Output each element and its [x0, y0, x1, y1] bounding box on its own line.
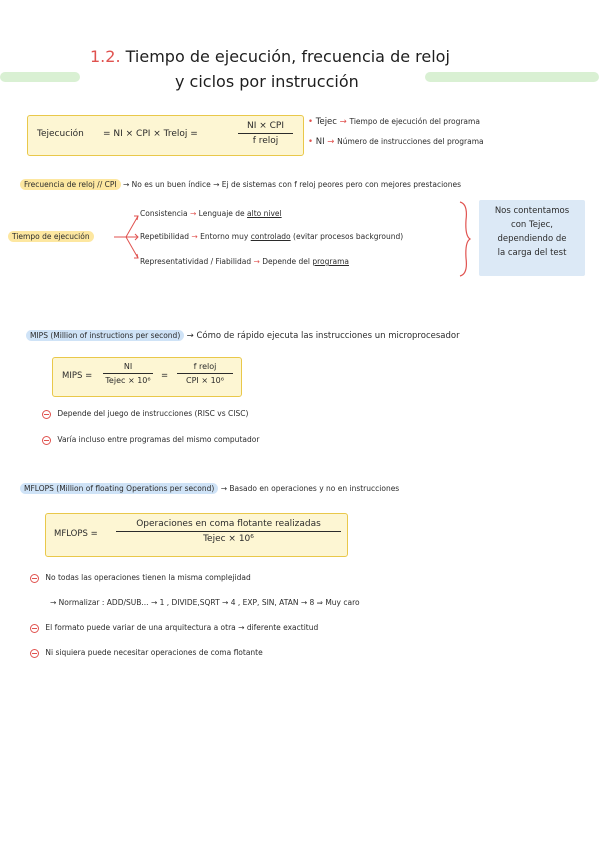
tiempo-label — [8, 232, 94, 241]
item-desc: Entorno muy — [200, 232, 249, 241]
fraction-bar — [177, 373, 233, 374]
mips-f2-denominator: CPI × 10⁶ — [186, 376, 224, 385]
mips-line — [26, 331, 460, 341]
formula-tejec-numerator: NI × CPI — [246, 121, 284, 131]
formula-tejec-fraction — [238, 121, 293, 146]
definition-term: Tejec — [315, 117, 337, 127]
item-desc: Depende del — [262, 257, 310, 266]
mips-f1-numerator: NI — [123, 362, 133, 371]
mflops-text: → Basado en operaciones y no en instrucciones — [220, 484, 400, 493]
minus-circle-icon — [30, 624, 39, 633]
title-line-2: y ciclos por instrucción — [175, 72, 359, 91]
mips-f1-denominator: Tejec × 10⁶ — [105, 376, 151, 385]
arrow-icon: → — [339, 117, 347, 127]
item-name: Representatividad / Fiabilidad — [140, 257, 252, 266]
mflops-denominator: Tejec × 10⁶ — [203, 534, 254, 544]
mflops-con-3 — [30, 648, 263, 658]
formula-mips-box — [52, 357, 242, 397]
mips-fraction-2 — [177, 362, 233, 385]
item-extra: (evitar procesos background) — [293, 232, 404, 241]
formula-tejec-product: = NI × CPI × Treloj = — [103, 129, 198, 139]
mips-label: MIPS (Million of instructions per second) — [26, 330, 184, 341]
con-text: No todas las operaciones tienen la misma complejidad — [45, 573, 251, 582]
note-box — [479, 200, 585, 276]
definition-tejec — [308, 117, 480, 127]
mflops-lhs: MFLOPS = — [54, 529, 98, 539]
note-line: dependiendo de — [497, 234, 567, 244]
mips-lhs: MIPS = — [62, 371, 93, 381]
note-line: la carga del test — [497, 248, 567, 258]
freq-label: Frecuencia de reloj // CPI — [20, 179, 121, 190]
arrow-icon: → — [327, 137, 335, 147]
mips-con-1 — [42, 409, 248, 419]
section-number: 1.2. — [90, 47, 121, 66]
arrow-icon: → — [189, 209, 197, 218]
fraction-bar — [116, 531, 341, 532]
freq-line — [20, 180, 461, 189]
minus-circle-icon — [42, 410, 51, 419]
minus-circle-icon — [30, 649, 39, 658]
tiempo-item-repetibilidad — [140, 232, 403, 241]
tiempo-item-representatividad — [140, 257, 349, 266]
mflops-label: MFLOPS (Million of floating Operations per second) — [20, 483, 218, 494]
minus-circle-icon — [42, 436, 51, 445]
tiempo-item-consistencia — [140, 209, 282, 218]
formula-tejec-box — [27, 115, 304, 156]
mflops-con-1 — [30, 573, 251, 583]
mips-fraction-1 — [103, 362, 153, 385]
bullet-dot: • — [308, 117, 314, 127]
freq-text: → No es un buen índice → Ej de sistemas con f reloj peores pero con mejores prestaciones — [122, 180, 462, 189]
mips-equals: = — [161, 371, 169, 381]
page-title — [90, 47, 450, 66]
fraction-bar — [238, 133, 293, 134]
mips-con-2 — [42, 435, 259, 445]
formula-tejec-lhs: Tejecución — [37, 129, 84, 139]
con-text: Depende del juego de instrucciones (RISC vs CISC) — [57, 409, 249, 418]
con-text: El formato puede variar de una arquitectura a otra → diferente exactitud — [45, 623, 319, 632]
definition-ni — [308, 137, 484, 147]
bullet-dot: • — [308, 137, 314, 147]
right-brace — [458, 200, 472, 278]
mflops-line — [20, 484, 399, 493]
definition-desc: Número de instrucciones del programa — [337, 137, 484, 146]
fraction-bar — [103, 373, 153, 374]
item-keyword: controlado — [250, 232, 291, 241]
item-keyword: alto nivel — [247, 209, 282, 218]
item-keyword: programa — [312, 257, 349, 266]
item-desc: Lenguaje de — [198, 209, 245, 218]
title-line-1: Tiempo de ejecución, frecuencia de reloj — [125, 47, 450, 66]
arrow-icon: → — [191, 232, 198, 241]
item-name: Repetibilidad — [140, 232, 190, 241]
title-highlight-left — [0, 72, 80, 82]
con-text: Varía incluso entre programas del mismo computador — [57, 435, 260, 444]
mips-text: → Cómo de rápido ejecuta las instrucciones un microprocesador — [186, 331, 460, 341]
tiempo-branch-arrows — [112, 213, 142, 263]
mflops-con-2 — [30, 623, 318, 633]
definition-desc: Tiempo de ejecución del programa — [349, 117, 480, 126]
formula-mflops-box — [45, 513, 348, 557]
definition-term: NI — [315, 137, 325, 147]
formula-tejec-denominator: f reloj — [252, 136, 279, 146]
note-line: Nos contentamos — [494, 206, 570, 216]
con-text: Ni siquiera puede necesitar operaciones de coma flotante — [45, 648, 263, 657]
item-name: Consistencia — [140, 209, 188, 218]
minus-circle-icon — [30, 574, 39, 583]
mflops-fraction — [116, 519, 341, 544]
note-line: con Tejec, — [511, 220, 553, 230]
title-highlight-right — [425, 72, 599, 82]
mips-f2-numerator: f reloj — [193, 362, 217, 371]
tiempo-label-text: Tiempo de ejecución — [8, 231, 94, 242]
arrow-icon: → — [253, 257, 260, 266]
mflops-numerator: Operaciones en coma flotante realizadas — [136, 519, 321, 529]
mflops-normalize: → Normalizar : ADD/SUB... → 1 , DIVIDE,SQRT → 4 , EXP, SIN, ATAN → 8 ⇒ Muy caro — [50, 598, 360, 607]
